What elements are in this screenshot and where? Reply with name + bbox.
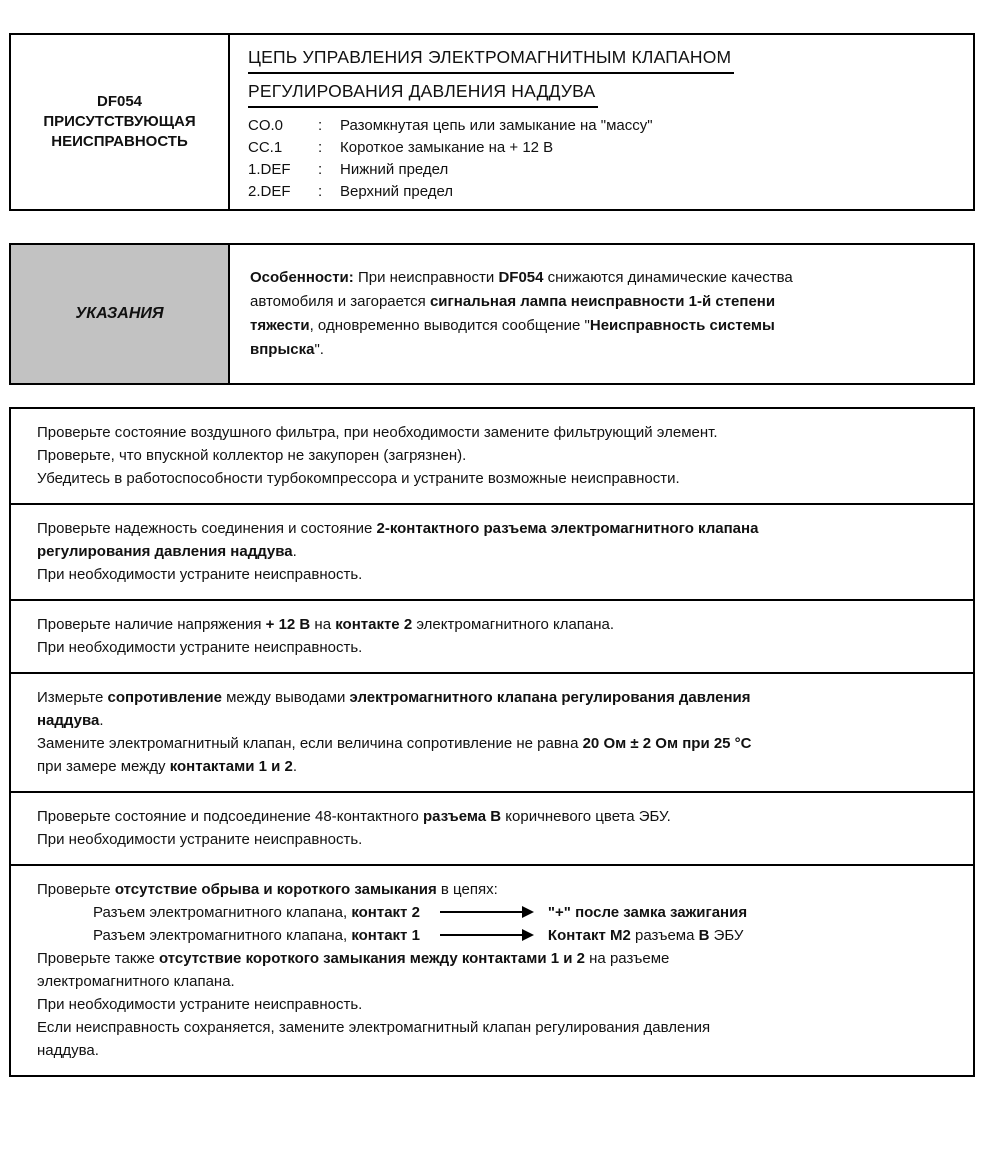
text-segment: Разъем электромагнитного клапана, xyxy=(93,904,352,921)
text-line xyxy=(37,540,951,563)
text-segment: в цепях: xyxy=(436,881,498,898)
text-segment-bold: Особенности: xyxy=(250,269,354,286)
text-segment-bold: тяжести xyxy=(250,317,310,334)
text-segment-bold: Контакт М2 xyxy=(547,927,631,944)
text-segment-bold: сопротивление xyxy=(107,689,222,706)
text-segment: при замере между xyxy=(37,758,170,775)
text-segment-bold: отсутствие короткого замыкания между контактами 1 и 2 xyxy=(158,950,585,967)
text-line xyxy=(37,901,951,924)
fault-code-id: CC.1 xyxy=(248,139,283,156)
text-segment: Убедитесь в работоспособности турбокомпрессора и устраните возможные неисправности. xyxy=(37,470,680,487)
fault-code: DF054 xyxy=(96,93,143,110)
text-segment: При необходимости устраните неисправность. xyxy=(37,639,363,656)
text-segment: Если неисправность сохраняется, замените электромагнитный клапан регулирования давления xyxy=(37,1019,711,1036)
text-segment: на xyxy=(310,616,336,633)
procedure-step-5 xyxy=(11,793,973,866)
text-segment: При необходимости устраните неисправность. xyxy=(37,831,363,848)
text-segment: Проверьте надежность соединения и состояние xyxy=(37,520,377,537)
text-segment-bold: В xyxy=(698,927,710,944)
text-segment: . xyxy=(99,712,104,729)
text-line xyxy=(37,467,951,490)
text-line xyxy=(250,266,953,290)
text-line xyxy=(37,1016,951,1039)
text-line xyxy=(37,947,951,970)
fault-code-colon: : xyxy=(318,117,323,134)
procedure-step-1 xyxy=(11,409,973,505)
text-segment-bold: сигнальная лампа неисправности 1-й степени xyxy=(429,293,776,310)
text-segment: Проверьте также xyxy=(37,950,159,967)
fault-code-colon: : xyxy=(318,183,323,200)
text-segment: коричневого цвета ЭБУ. xyxy=(501,808,671,825)
text-segment: Разъем электромагнитного клапана, xyxy=(93,927,352,944)
text-segment-bold: DF054 xyxy=(498,269,544,286)
text-segment: электромагнитного клапана. xyxy=(412,616,615,633)
text-segment-bold: 2-контактного разъема электромагнитного клапана xyxy=(376,520,759,537)
text-line xyxy=(37,421,951,444)
fault-label-line2: НЕИСПРАВНОСТЬ xyxy=(51,133,188,150)
notes-text-cell xyxy=(230,245,973,383)
text-line xyxy=(37,732,951,755)
text-segment-bold: отсутствие обрыва и короткого замыкания xyxy=(114,881,437,898)
procedure-step-4 xyxy=(11,674,973,793)
text-segment: . xyxy=(292,758,298,775)
text-segment: Измерьте xyxy=(37,689,108,706)
text-line xyxy=(37,1039,951,1062)
text-segment-bold: контакт 2 xyxy=(351,904,420,921)
fault-code-colon: : xyxy=(318,139,323,156)
text-segment: снижаются динамические качества xyxy=(543,269,793,286)
fault-title-cell xyxy=(230,35,973,209)
fault-code-colon: : xyxy=(318,161,323,178)
text-line xyxy=(37,755,951,778)
text-segment: . xyxy=(292,543,297,560)
text-line xyxy=(37,563,951,586)
text-line xyxy=(37,444,951,467)
text-segment: на разъеме xyxy=(584,950,670,967)
notes-box xyxy=(9,243,975,385)
text-segment: электромагнитного клапана. xyxy=(37,973,235,990)
text-line xyxy=(37,686,951,709)
text-segment-bold: регулирования давления наддува xyxy=(37,543,293,560)
text-segment: Проверьте наличие напряжения xyxy=(37,616,266,633)
text-segment: Проверьте, что впускной коллектор не закупорен (загрязнен). xyxy=(37,447,467,464)
text-segment: Проверьте состояние и подсоединение 48-контактного xyxy=(37,808,424,825)
text-segment: наддува. xyxy=(37,1042,99,1059)
text-segment: Замените электромагнитный клапан, если величина сопротивление не равна xyxy=(37,735,583,752)
text-line xyxy=(37,970,951,993)
arrow-icon xyxy=(440,934,532,936)
text-line xyxy=(37,828,951,851)
text-line xyxy=(37,993,951,1016)
fault-code-row xyxy=(248,159,955,181)
procedure-box xyxy=(9,407,975,1077)
notes-label-cell xyxy=(11,245,230,383)
fault-code-list xyxy=(248,115,955,203)
text-segment: При необходимости устраните неисправность. xyxy=(37,566,363,583)
text-line xyxy=(37,613,951,636)
text-line xyxy=(37,709,951,732)
fault-label-line1: ПРИСУТСТВУЮЩАЯ xyxy=(43,113,196,130)
text-segment-bold: контактами 1 и 2 xyxy=(169,758,293,775)
fault-code-row xyxy=(248,115,955,137)
text-segment-bold: Неисправность системы xyxy=(589,317,775,334)
text-segment-bold: 20 Ом ± 2 Ом при 25 °C xyxy=(582,735,752,752)
text-line xyxy=(37,924,951,947)
text-line xyxy=(37,517,951,540)
fault-title-line2: РЕГУЛИРОВАНИЯ ДАВЛЕНИЯ НАДДУВА xyxy=(248,78,598,108)
text-segment: разъема xyxy=(630,927,699,944)
text-segment-bold: впрыска xyxy=(250,341,315,358)
text-line xyxy=(37,878,951,901)
text-segment-bold: контакт 1 xyxy=(351,927,420,944)
text-segment-bold: разъема В xyxy=(423,808,502,825)
procedure-step-6 xyxy=(11,866,973,1075)
fault-code-row xyxy=(248,137,955,159)
fault-code-id: 2.DEF xyxy=(248,183,291,200)
text-segment-bold: контакте 2 xyxy=(335,616,413,633)
text-segment: ЭБУ xyxy=(709,927,744,944)
fault-code-desc: Разомкнутая цепь или замыкание на "массу" xyxy=(340,117,653,134)
fault-code-desc: Верхний предел xyxy=(340,183,454,200)
fault-code-id: 1.DEF xyxy=(248,161,291,178)
fault-code-desc: Нижний предел xyxy=(340,161,449,178)
fault-code-desc: Короткое замыкание на + 12 В xyxy=(340,139,554,156)
fault-code-row xyxy=(248,181,955,203)
text-segment: между выводами xyxy=(221,689,350,706)
arrow-icon xyxy=(440,911,532,913)
text-segment: При необходимости устраните неисправность. xyxy=(37,996,363,1013)
procedure-step-2 xyxy=(11,505,973,601)
text-segment-bold: электромагнитного клапана регулирования давления xyxy=(349,689,751,706)
text-segment: автомобиля и загорается xyxy=(250,293,430,310)
procedure-step-3 xyxy=(11,601,973,674)
fault-title-line1: ЦЕПЬ УПРАВЛЕНИЯ ЭЛЕКТРОМАГНИТНЫМ КЛАПАНОМ xyxy=(248,44,734,74)
text-line xyxy=(250,314,953,338)
text-segment: При неисправности xyxy=(353,269,499,286)
fault-code-cell xyxy=(11,35,230,209)
text-line xyxy=(250,290,953,314)
text-segment: Проверьте состояние воздушного фильтра, при необходимости замените фильтрующий элемент. xyxy=(37,424,718,441)
notes-label: УКАЗАНИЯ xyxy=(75,305,164,322)
text-segment-bold: наддува xyxy=(37,712,100,729)
text-segment-bold: "+" после замка зажигания xyxy=(547,904,748,921)
text-segment: , одновременно выводится сообщение " xyxy=(309,317,590,334)
fault-code-id: CO.0 xyxy=(248,117,284,134)
text-segment: ". xyxy=(314,341,324,358)
fault-header-box xyxy=(9,33,975,211)
text-line xyxy=(37,636,951,659)
text-line xyxy=(37,805,951,828)
text-segment-bold: + 12 В xyxy=(265,616,311,633)
text-line xyxy=(250,338,953,362)
text-segment: Проверьте xyxy=(37,881,115,898)
